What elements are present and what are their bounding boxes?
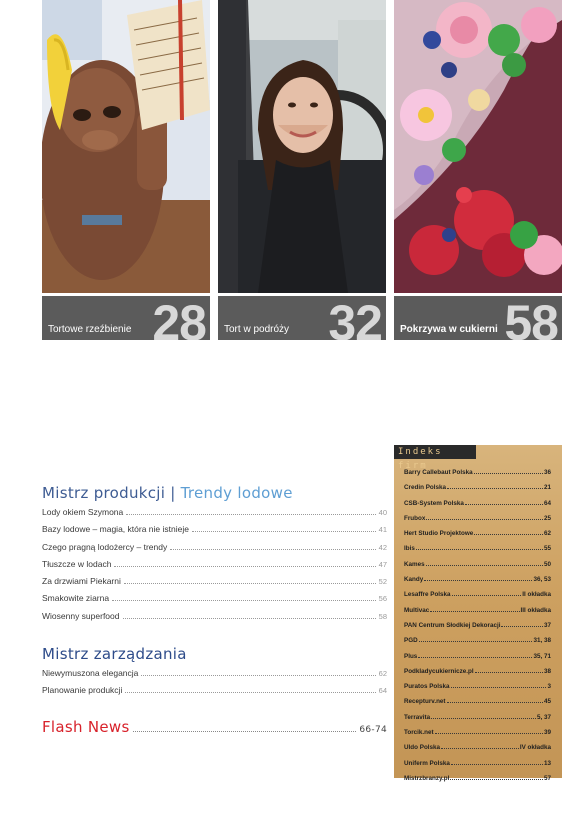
toc-item[interactable] [42, 668, 387, 685]
company-page: 50 [543, 560, 551, 568]
feature-page-number: 58 [504, 296, 558, 340]
company-page: 31, 38 [533, 637, 551, 645]
feature-label: Tortowe rzeźbienie [48, 324, 132, 335]
company-index-item[interactable] [404, 653, 551, 668]
toc-item[interactable] [42, 576, 387, 593]
toc-item-title: Wiosenny superfood [42, 610, 120, 621]
feature-band-28[interactable] [42, 296, 210, 340]
toc-item[interactable] [42, 542, 387, 559]
company-page: 36 [543, 469, 551, 476]
company-page: 37 [543, 621, 551, 629]
toc-item-title: Planowanie produkcji [42, 685, 123, 696]
toc-item[interactable] [42, 507, 387, 524]
company-name: Frubox [404, 514, 426, 522]
company-index-item[interactable] [404, 744, 551, 759]
company-index-item[interactable] [404, 530, 551, 545]
toc-item-page: 47 [378, 559, 387, 569]
toc-item-page: 58 [378, 611, 387, 621]
toc-item-page: 42 [378, 542, 387, 552]
toc-item-title: Niewymuszona elegancja [42, 668, 139, 678]
toc-item-page: 41 [378, 525, 387, 535]
company-index-item[interactable] [404, 714, 551, 729]
company-name: Recepturv.net [404, 698, 446, 706]
section-title-separator: | [170, 484, 176, 502]
photo-flower-cake [394, 0, 562, 293]
company-name: Plus [404, 652, 418, 660]
company-index-item[interactable] [404, 683, 551, 698]
toc-item[interactable] [42, 611, 387, 628]
flash-news-page: 66-74 [359, 725, 387, 735]
feature-page-number: 32 [328, 296, 382, 340]
flash-news-title: Flash News [42, 718, 130, 736]
toc-list-produkcja [42, 507, 387, 628]
section-title-mistrz-produkcji [42, 484, 293, 502]
toc-item-title: Lody okiem Szymona [42, 507, 124, 517]
company-page: II okładka [522, 591, 551, 599]
company-page: 39 [543, 729, 551, 737]
company-index-item[interactable] [404, 500, 551, 515]
toc-item[interactable] [42, 559, 387, 576]
company-name: Barry Callebaut Polska [404, 469, 473, 476]
toc-item-page: 40 [378, 508, 387, 517]
company-index-header: Indeks firm [394, 445, 476, 459]
company-name: Multivac [404, 606, 430, 614]
company-page: 13 [543, 759, 551, 767]
company-index-item[interactable] [404, 545, 551, 560]
feature-band-32[interactable] [218, 296, 386, 340]
company-name: Puratos Polska [404, 683, 450, 691]
photo-monkey-sculpture [42, 0, 210, 293]
toc-list-zarzadzanie [42, 668, 387, 703]
company-name: CSB-System Polska [404, 499, 464, 507]
company-index-item[interactable] [404, 760, 551, 775]
company-index-item[interactable] [404, 729, 551, 744]
toc-item-title: Za drzwiami Piekarni [42, 576, 121, 587]
company-page: 57 [543, 774, 551, 782]
feature-band-58[interactable] [394, 296, 562, 340]
company-name: Mistrzbranzy.pl [404, 774, 450, 782]
company-page: 21 [543, 484, 551, 492]
company-index-item[interactable] [404, 576, 551, 591]
company-page: 5, 37 [536, 713, 551, 721]
company-index-item[interactable] [404, 469, 551, 484]
toc-item-page: 64 [378, 686, 387, 696]
company-page: III okładka [520, 606, 551, 614]
toc-item-page: 62 [378, 669, 387, 678]
company-index-panel [394, 445, 562, 782]
company-name: Ibis [404, 545, 415, 553]
toc-item[interactable] [42, 593, 387, 610]
toc-item-title: Tłuszcze w lodach [42, 558, 112, 569]
toc-item-page: 52 [378, 577, 387, 587]
company-index-item[interactable] [404, 668, 551, 683]
toc-item-page: 56 [378, 594, 387, 604]
feature-page-number: 28 [152, 296, 206, 340]
company-index-item[interactable] [404, 698, 551, 713]
company-index-item[interactable] [404, 775, 551, 790]
company-name: PGD [404, 637, 418, 645]
company-name: Kandy [404, 576, 424, 584]
toc-item-title: Smakowite ziarna [42, 593, 110, 604]
company-page: 64 [543, 499, 551, 507]
company-index-item[interactable] [404, 637, 551, 652]
company-index-item[interactable] [404, 622, 551, 637]
company-page: 25 [543, 514, 551, 522]
company-page: 38 [543, 667, 551, 675]
feature-label: Tort w podróży [224, 324, 290, 335]
company-page: 36, 53 [533, 576, 551, 584]
company-page: 62 [543, 530, 551, 538]
feature-label: Pokrzywa w cukierni [400, 324, 498, 335]
company-name: PAN Centrum Słodkiej Dekoracji [404, 621, 501, 629]
company-index-item[interactable] [404, 484, 551, 499]
toc-item-title: Bazy lodowe – magia, która nie istnieje [42, 524, 189, 535]
company-name: Uniferm Polska [404, 759, 450, 767]
company-index-item[interactable] [404, 561, 551, 576]
section-title-mistrz-zarzadzania: Mistrz zarządzania [42, 645, 187, 663]
company-name: Kames [404, 560, 425, 568]
company-index-item[interactable] [404, 515, 551, 530]
company-index-list [404, 469, 551, 790]
section-title-main: Mistrz produkcji [42, 484, 166, 502]
toc-item[interactable] [42, 524, 387, 541]
company-name: Terravita [404, 713, 431, 721]
company-name: Podkladycukiernicze.pl [404, 667, 474, 675]
toc-item-title: Czego pragną lodożercy – trendy [42, 541, 168, 552]
company-name: Lesaffre Polska [404, 591, 451, 599]
company-page: IV okładka [519, 744, 551, 752]
flash-news-entry[interactable] [42, 718, 387, 736]
company-page: 45 [543, 698, 551, 706]
company-page: 35, 71 [533, 652, 551, 660]
photo-woman-in-car [218, 0, 386, 293]
company-index-item[interactable] [404, 607, 551, 622]
company-page: 3 [547, 683, 551, 691]
company-name: Uldo Polska [404, 744, 441, 752]
company-name: Hert Studio Projektowe [404, 530, 474, 538]
section-title-sub: Trendy lodowe [180, 484, 293, 502]
company-name: Credin Polska [404, 484, 446, 492]
toc-item[interactable] [42, 685, 387, 702]
company-name: Torcik.net [404, 729, 434, 737]
company-index-item[interactable] [404, 591, 551, 606]
company-page: 55 [543, 545, 551, 553]
